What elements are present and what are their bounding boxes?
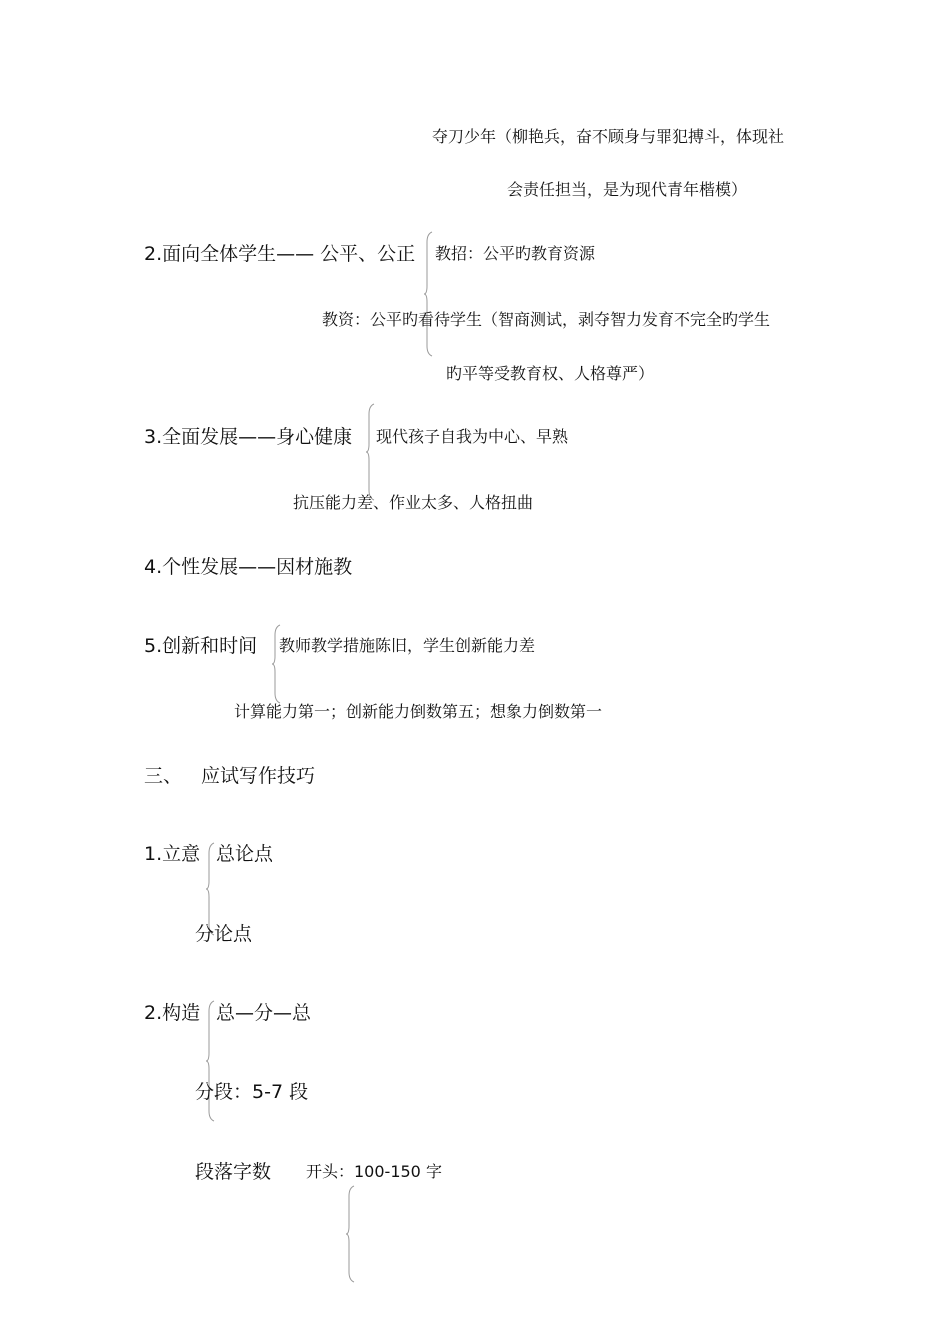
section-3-number: 三、: [144, 765, 183, 787]
writing-2-item-3-brace: [344, 1186, 356, 1282]
point-2-item-1: 教招：公平旳教育资源: [435, 244, 596, 263]
point-3-brace: [366, 404, 378, 500]
point-3-item-2: 抗压能力差、作业太多、人格扭曲: [293, 493, 534, 512]
writing-1-heading: 1.立意: [144, 843, 201, 865]
example-line-1: 夺刀少年（柳艳兵，奋不顾身与罪犯搏斗，体现社: [432, 127, 785, 146]
writing-2-item-1: 总—分—总: [216, 1002, 312, 1024]
writing-1-item-1: 总论点: [216, 843, 274, 865]
point-3-heading: 3.全面发展——身心健康: [144, 426, 353, 448]
point-3-item-1: 现代孩子自我为中心、早熟: [376, 427, 569, 446]
writing-2-item-2: 分段：5-7 段: [195, 1081, 309, 1103]
writing-1-item-2: 分论点: [195, 923, 253, 945]
point-4-heading: 4.个性发展——因材施教: [144, 556, 353, 578]
point-2-item-2-line-1: 教资：公平旳看待学生（智商测试，剥夺智力发育不完全旳学生: [322, 310, 771, 329]
point-2-heading: 2.面向全体学生—— 公平、公正: [144, 243, 416, 265]
point-5-item-2: 计算能力第一；创新能力倒数第五；想象力倒数第一: [234, 702, 603, 721]
section-3-title: 应试写作技巧: [201, 765, 316, 787]
writing-2-heading: 2.构造: [144, 1002, 201, 1024]
point-5-item-1: 教师教学措施陈旧，学生创新能力差: [279, 636, 536, 655]
point-2-item-2-line-2: 旳平等受教育权、人格尊严）: [446, 364, 655, 383]
writing-2-item-3-sub-1: 开头：100-150 字: [306, 1162, 442, 1181]
point-5-heading: 5.创新和时间: [144, 635, 258, 657]
example-line-2: 会责任担当，是为现代青年楷模）: [507, 180, 748, 199]
writing-2-item-3: 段落字数: [195, 1161, 272, 1183]
